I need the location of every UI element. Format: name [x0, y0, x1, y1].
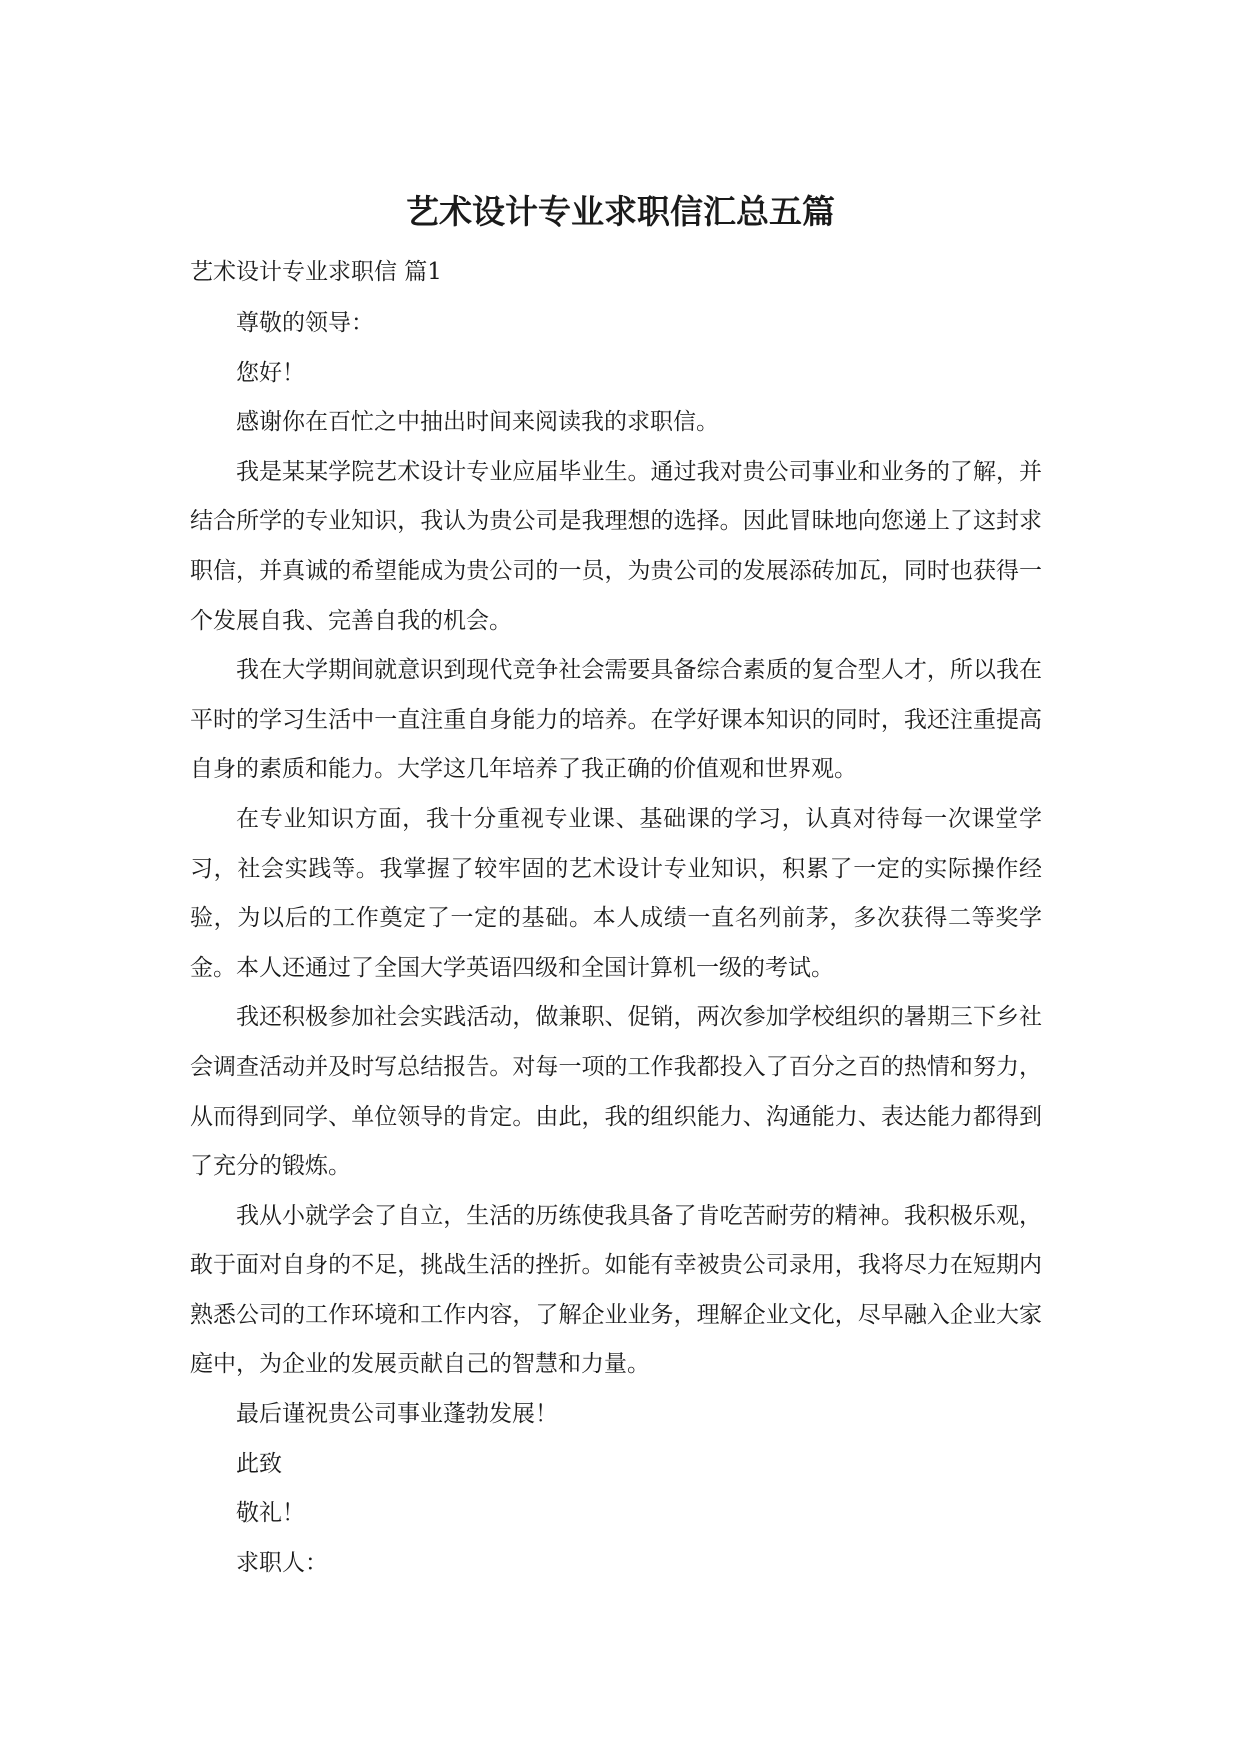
greeting: 您好！ — [236, 359, 305, 386]
document-title: 艺术设计专业求职信汇总五篇 — [406, 192, 835, 231]
closing-jingli: 敬礼！ — [236, 1500, 305, 1527]
paragraph-intro: 我是某某学院艺术设计专业应届毕业生。通过我对贵公司事业和业务的了解，并结合所学的专业知识，我认为贵公司是我理想的选择。因此冒昧地向您递上了这封求职信，并真诚的希望能成为贵公司的一员，为贵公司的发展添砖加瓦，同时也获得一个发展自我、完善自我的机会。 — [190, 458, 1042, 634]
paragraph-wishes: 最后谨祝贵公司事业蓬勃发展！ — [236, 1401, 558, 1428]
paragraph-social-practice: 我还积极参加社会实践活动，做兼职、促销，两次参加学校组织的暑期三下乡社会调查活动并及时写总结报告。对每一项的工作我都投入了百分之百的热情和努力，从而得到同学、单位领导的肯定。由此，我的组织能力、沟通能力、表达能力都得到了充分的锻炼。 — [190, 1004, 1042, 1180]
paragraph-thanks: 感谢你在百忙之中抽出时间来阅读我的求职信。 — [236, 409, 719, 436]
paragraph-professional-knowledge: 在专业知识方面，我十分重视专业课、基础课的学习，认真对待每一次课堂学习，社会实践等。我掌握了较牢固的艺术设计专业知识，积累了一定的实际操作经验，为以后的工作奠定了一定的基础。本人成绩一直名列前茅，多次获得二等奖学金。本人还通过了全国大学英语四级和全国计算机一级的考试。 — [190, 805, 1042, 981]
paragraph-university: 我在大学期间就意识到现代竞争社会需要具备综合素质的复合型人才，所以我在平时的学习生活中一直注重自身能力的培养。在学好课本知识的同时，我还注重提高自身的素质和能力。大学这几年培养了我正确的价值观和世界观。 — [190, 657, 1042, 783]
letter-body — [190, 299, 1042, 1588]
signature-line: 求职人： — [236, 1549, 328, 1576]
salutation: 尊敬的领导： — [236, 310, 374, 336]
section-heading: 艺术设计专业求职信 篇1 — [190, 259, 442, 285]
closing-cizhi: 此致 — [236, 1450, 282, 1477]
paragraph-character: 我从小就学会了自立，生活的历练使我具备了肯吃苦耐劳的精神。我积极乐观，敢于面对自身的不足，挑战生活的挫折。如能有幸被贵公司录用，我将尽力在短期内熟悉公司的工作环境和工作内容，了解企业业务，理解企业文化，尽早融入企业大家庭中，为企业的发展贡献自己的智慧和力量。 — [190, 1202, 1042, 1378]
